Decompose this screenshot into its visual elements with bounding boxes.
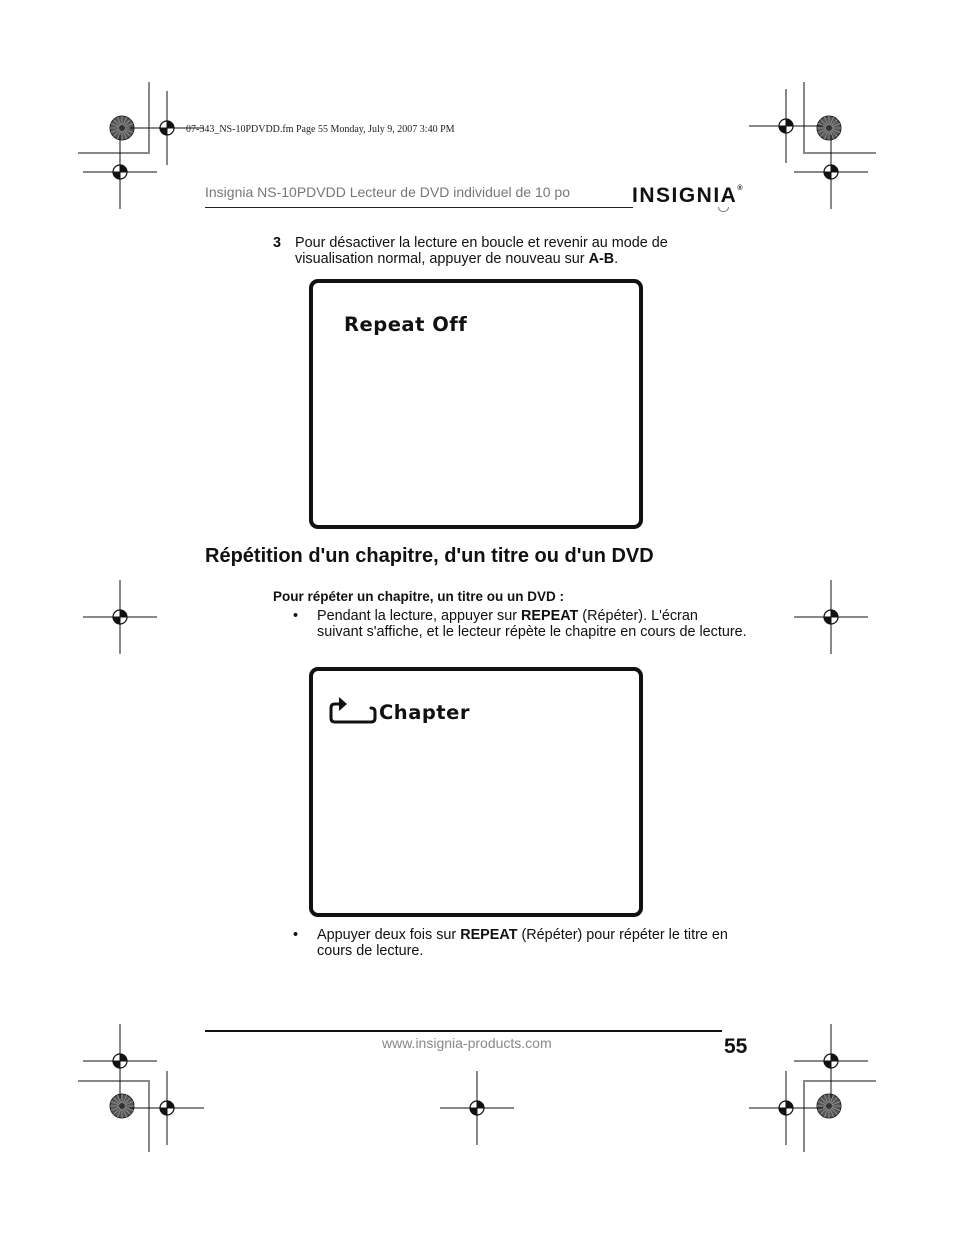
bullet-marker: •	[293, 608, 299, 624]
section-heading: Répétition d'un chapitre, d'un titre ou d'un DVD	[205, 545, 654, 567]
crosshair-mark-icon	[130, 1071, 204, 1145]
logo-text: INSIGNIA	[632, 184, 738, 207]
crosshair-mark-icon	[83, 135, 157, 209]
crosshair-mark-icon	[83, 580, 157, 654]
osd-screen-repeat-off	[309, 279, 643, 529]
step-key-label: A-B	[588, 251, 615, 267]
osd-label: Repeat Off	[344, 313, 468, 336]
print-slug-line: 07-343_NS-10PDVDD.fm Page 55 Monday, July 9, 2007 3:40 PM	[186, 124, 455, 135]
procedure-heading: Pour répéter un chapitre, un titre ou un DVD :	[273, 589, 565, 604]
bullet-marker: •	[293, 927, 299, 943]
step-number: 3	[273, 235, 282, 251]
crosshair-mark-icon	[440, 1071, 514, 1145]
footer-rule	[205, 1030, 722, 1032]
crosshair-mark-icon	[794, 580, 868, 654]
registration-starburst-icon	[110, 1094, 134, 1118]
header-rule	[205, 207, 633, 208]
osd-screen-chapter	[309, 667, 643, 917]
key-label: REPEAT	[460, 927, 518, 943]
osd-label: Chapter	[379, 701, 470, 724]
bullet-text: Appuyer deux fois sur REPEAT (Répéter) pour répéter le titre en cours de lecture.	[317, 927, 728, 959]
crosshair-mark-icon	[794, 135, 868, 209]
crosshair-mark-icon	[83, 1024, 157, 1098]
key-label: REPEAT	[521, 608, 579, 624]
registration-starburst-icon	[817, 116, 841, 140]
registered-mark: ®	[737, 185, 743, 192]
step-text: Pour désactiver la lecture en boucle et revenir au mode de visualisation normal, appuyer de nouveau sur A-B.	[295, 235, 668, 267]
crosshair-mark-icon	[794, 1024, 868, 1098]
registration-starburst-icon	[817, 1094, 841, 1118]
repeat-arrow-icon	[327, 694, 377, 726]
page-number: 55	[724, 1035, 748, 1058]
crosshair-mark-icon	[749, 1071, 823, 1145]
insignia-logo	[632, 184, 743, 208]
crosshair-mark-icon	[749, 89, 823, 163]
footer-url: www.insignia-products.com	[382, 1035, 552, 1051]
bullet-text: Pendant la lecture, appuyer sur REPEAT (Répéter). L'écran suivant s'affiche, et le lecteur répète le chapitre en cours de lecture.	[317, 608, 747, 640]
running-header-title: Insignia NS-10PDVDD Lecteur de DVD individuel de 10 po	[205, 184, 570, 200]
